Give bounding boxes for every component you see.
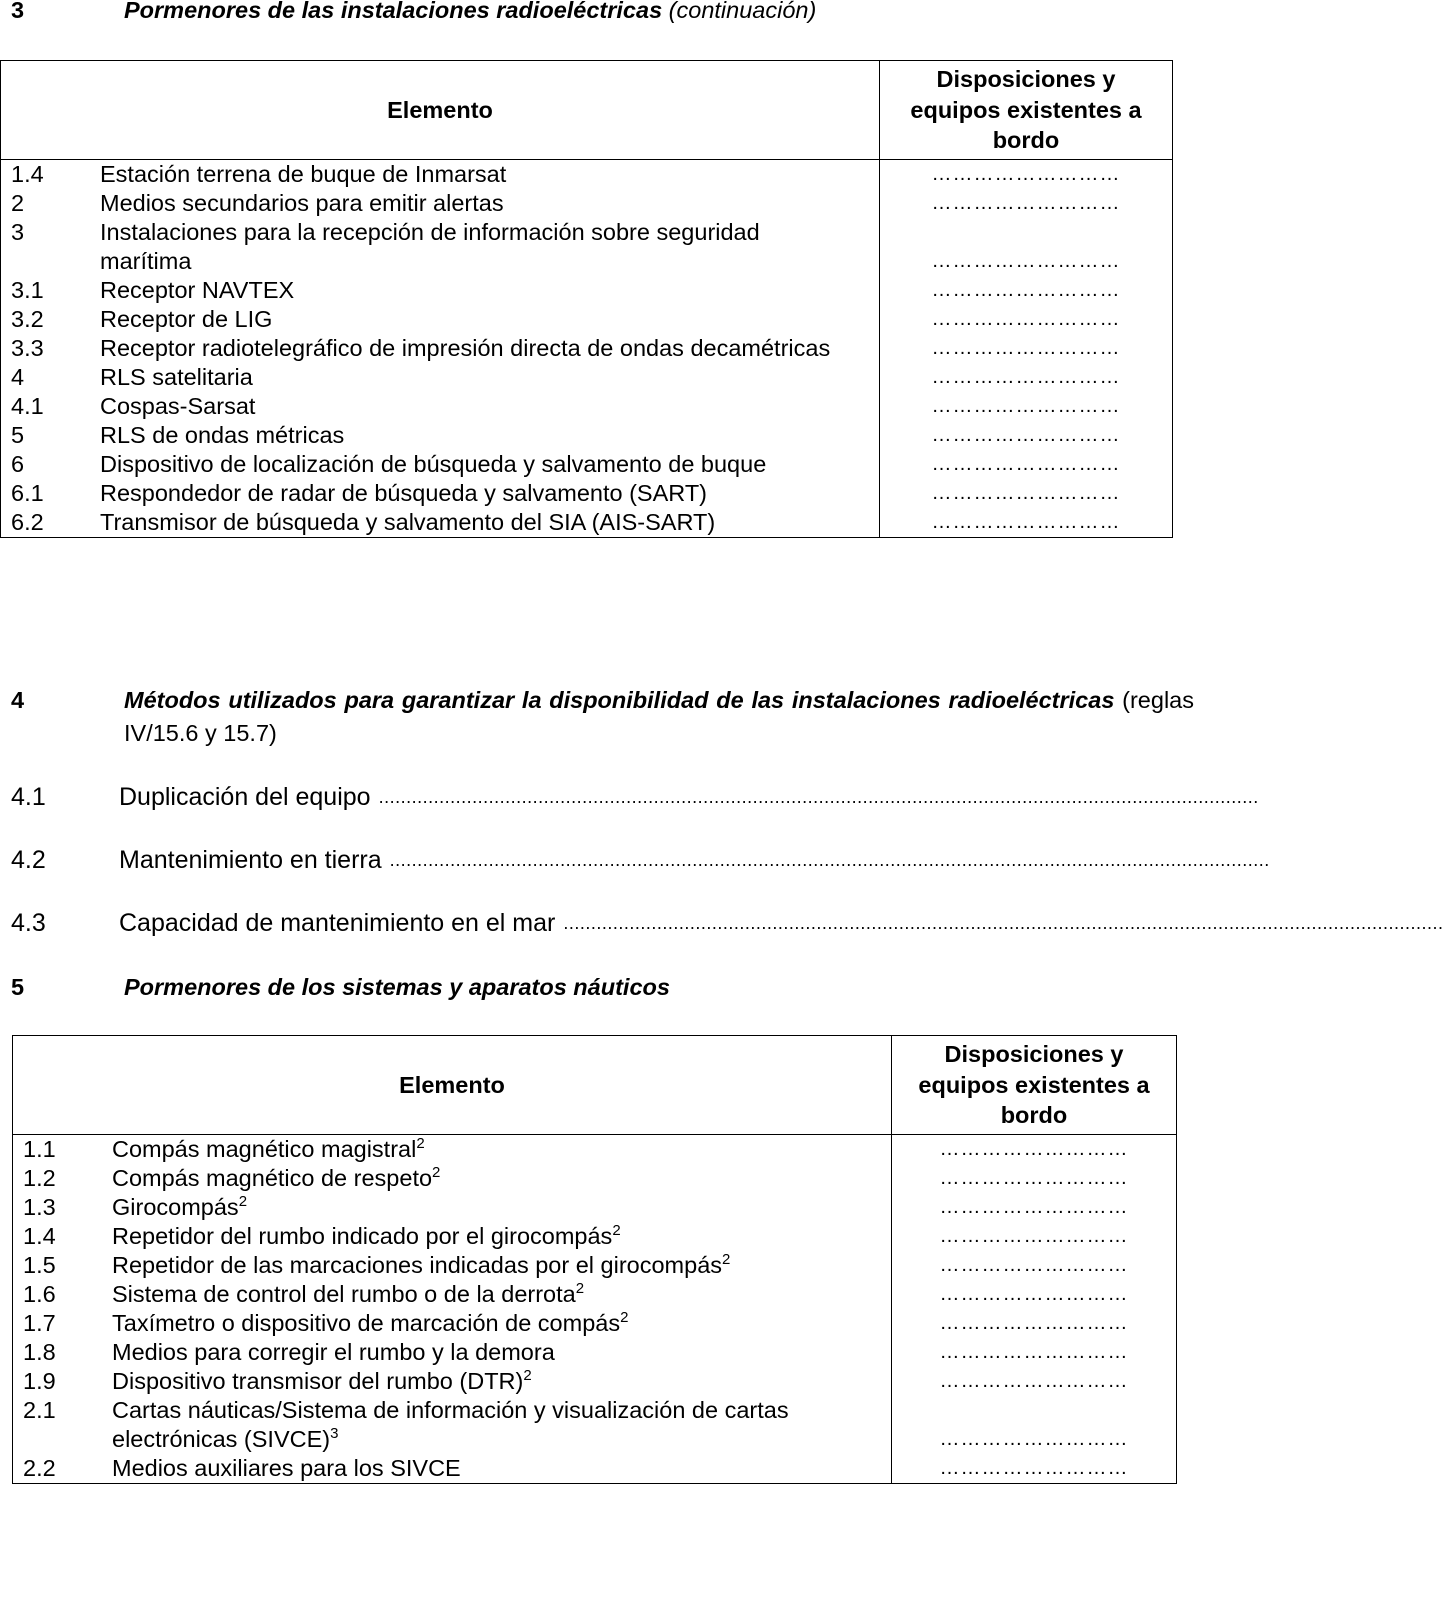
item-number: 1.1 <box>23 1136 56 1162</box>
item-number: 4.1 <box>11 783 46 811</box>
item-description: Receptor radiotelegráfico de impresión directa de ondas decamétricas <box>100 335 831 361</box>
section-title-suffix: (continuación) <box>668 0 817 23</box>
fill-line-duplication <box>11 781 1259 814</box>
element-cell <box>13 1251 892 1280</box>
item-description: Compás magnético de respeto <box>112 1165 433 1191</box>
radio-installations-table <box>0 60 1173 538</box>
item-label: Duplicación del equipo <box>119 783 371 811</box>
item-number: 1.2 <box>23 1165 56 1191</box>
item-description: Medios para corregir el rumbo y la demora <box>112 1339 555 1365</box>
item-description: Transmisor de búsqueda y salvamento del SIA (AIS-SART) <box>100 509 716 535</box>
item-description: Instalaciones para la recepción de información sobre seguridad marítima <box>100 219 760 274</box>
section-number: 4 <box>11 687 25 713</box>
section-number: 3 <box>11 0 25 23</box>
item-number: 6.1 <box>11 480 44 506</box>
fill-in-dots[interactable]: ……………………… <box>931 279 1121 301</box>
section-4-heading <box>11 684 1194 750</box>
table-row <box>1 334 1173 363</box>
element-cell <box>13 1222 892 1251</box>
fill-in-dots[interactable]: ……………………… <box>931 453 1121 475</box>
item-description: Cospas-Sarsat <box>100 393 256 419</box>
status-cell[interactable] <box>892 1222 1177 1251</box>
table-row <box>13 1193 1177 1222</box>
fill-in-dots[interactable]: ……………………… <box>939 1457 1129 1479</box>
table-row <box>13 1309 1177 1338</box>
fill-in-dots[interactable]: ……………………… <box>939 1225 1129 1247</box>
item-description: Dispositivo transmisor del rumbo (DTR) <box>112 1368 524 1394</box>
item-description: Sistema de control del rumbo o de la derrota <box>112 1281 576 1307</box>
footnote-ref: 2 <box>722 1251 731 1269</box>
item-number: 1.4 <box>11 161 44 187</box>
item-number: 1.4 <box>23 1223 56 1249</box>
element-cell <box>13 1338 892 1367</box>
status-cell[interactable] <box>880 479 1173 508</box>
fill-in-dots[interactable]: ……………………… <box>931 250 1121 272</box>
fill-in-dots[interactable]: ……………………… <box>931 366 1121 388</box>
fill-in-dots[interactable]: ……………………… <box>931 308 1121 330</box>
item-description: RLS satelitaria <box>100 364 253 390</box>
item-number: 4.3 <box>11 909 46 937</box>
item-number: 1.6 <box>23 1281 56 1307</box>
element-cell <box>1 508 880 538</box>
item-description: Receptor NAVTEX <box>100 277 295 303</box>
item-number: 1.3 <box>23 1194 56 1220</box>
footnote-ref: 2 <box>238 1193 248 1211</box>
fill-in-dots[interactable]: ................................................................................................................................................................ <box>563 913 1444 933</box>
item-number: 1.7 <box>23 1310 56 1336</box>
status-cell[interactable] <box>880 508 1173 538</box>
element-cell <box>13 1367 892 1396</box>
status-cell[interactable] <box>880 392 1173 421</box>
table-row <box>13 1338 1177 1367</box>
table-row <box>1 479 1173 508</box>
element-cell <box>13 1135 892 1165</box>
item-number: 4.2 <box>11 846 46 874</box>
footnote-ref: 2 <box>432 1164 441 1182</box>
status-cell[interactable] <box>880 276 1173 305</box>
section-number: 5 <box>11 974 25 1000</box>
item-description: Estación terrena de buque de Inmarsat <box>100 161 507 187</box>
element-cell <box>1 392 880 421</box>
element-cell <box>13 1309 892 1338</box>
element-cell <box>13 1164 892 1193</box>
status-cell[interactable] <box>880 160 1173 190</box>
navigation-systems-table <box>12 1035 1177 1484</box>
status-cell[interactable] <box>880 305 1173 334</box>
item-description: Respondedor de radar de búsqueda y salvamento (SART) <box>100 480 708 506</box>
footnote-ref: 2 <box>523 1367 532 1385</box>
status-cell[interactable] <box>892 1367 1177 1396</box>
fill-in-dots[interactable]: ……………………… <box>939 1428 1129 1450</box>
element-cell <box>1 450 880 479</box>
item-number: 3.3 <box>11 335 44 361</box>
footnote-ref: 2 <box>612 1222 621 1240</box>
item-number: 2 <box>11 190 25 216</box>
status-cell[interactable] <box>892 1454 1177 1484</box>
element-cell <box>1 276 880 305</box>
table-row <box>1 276 1173 305</box>
fill-in-dots[interactable]: ……………………… <box>931 192 1121 214</box>
element-cell <box>13 1193 892 1222</box>
table-row <box>13 1251 1177 1280</box>
table-row <box>1 508 1173 538</box>
status-cell[interactable] <box>892 1135 1177 1165</box>
table-row <box>1 189 1173 218</box>
element-cell <box>1 363 880 392</box>
fill-line-shore-maintenance <box>11 844 1270 877</box>
fill-in-dots[interactable]: ……………………… <box>931 424 1121 446</box>
status-cell[interactable] <box>892 1309 1177 1338</box>
item-number: 6.2 <box>11 509 44 535</box>
item-description: RLS de ondas métricas <box>100 422 345 448</box>
status-cell[interactable] <box>892 1280 1177 1309</box>
table-row <box>13 1454 1177 1484</box>
element-cell <box>1 479 880 508</box>
fill-in-dots[interactable]: ……………………… <box>939 1167 1129 1189</box>
footnote-ref: 2 <box>416 1135 425 1153</box>
item-label: Capacidad de mantenimiento en el mar <box>119 909 556 937</box>
item-number: 4.1 <box>11 393 44 419</box>
item-number: 5 <box>11 422 25 448</box>
footnote-ref: 2 <box>575 1280 585 1298</box>
item-number: 1.8 <box>23 1339 56 1365</box>
element-cell <box>13 1280 892 1309</box>
item-number: 2.2 <box>23 1455 56 1481</box>
column-header-status: Disposiciones y equipos existentes a bordo <box>880 61 1173 160</box>
status-cell[interactable] <box>892 1164 1177 1193</box>
section-5-heading <box>11 971 1194 1004</box>
status-cell[interactable] <box>892 1338 1177 1367</box>
section-3-heading <box>11 0 1194 27</box>
fill-in-dots[interactable]: ……………………… <box>931 395 1121 417</box>
status-cell[interactable] <box>880 334 1173 363</box>
element-cell <box>1 421 880 450</box>
item-description: Girocompás <box>112 1194 239 1220</box>
column-header-element: Elemento <box>13 1036 892 1135</box>
table-row <box>1 421 1173 450</box>
item-description: Repetidor de las marcaciones indicadas por el girocompás <box>112 1252 723 1278</box>
section-title-suffix: (reglas IV/15.6 y 15.7) <box>124 687 1194 746</box>
fill-in-dots[interactable]: ……………………… <box>939 1254 1129 1276</box>
element-cell <box>1 334 880 363</box>
table-row <box>1 363 1173 392</box>
table-row <box>13 1164 1177 1193</box>
table-row <box>1 160 1173 190</box>
element-cell <box>13 1454 892 1484</box>
fill-in-dots[interactable]: ……………………… <box>939 1312 1129 1334</box>
fill-in-dots[interactable]: ................................................................................................................................................................ <box>378 787 1259 807</box>
fill-in-dots[interactable]: ……………………… <box>939 1138 1129 1160</box>
fill-line-sea-maintenance <box>11 907 1444 940</box>
item-number: 3 <box>11 219 25 245</box>
fill-in-dots[interactable]: ……………………… <box>931 163 1121 185</box>
fill-in-dots[interactable]: ……………………… <box>939 1283 1129 1305</box>
table-row <box>1 392 1173 421</box>
table-row <box>13 1135 1177 1165</box>
table-row <box>13 1222 1177 1251</box>
table-row <box>13 1280 1177 1309</box>
element-cell <box>1 189 880 218</box>
status-cell[interactable] <box>880 189 1173 218</box>
item-number: 1.5 <box>23 1252 56 1278</box>
fill-in-dots[interactable]: ................................................................................................................................................................ <box>389 850 1270 870</box>
item-description: Taxímetro o dispositivo de marcación de compás <box>112 1310 621 1336</box>
item-description: Cartas náuticas/Sistema de información y visualización de cartas electrónicas (SIVCE) <box>112 1397 789 1452</box>
item-number: 2.1 <box>23 1397 56 1423</box>
item-description: Compás magnético magistral <box>112 1136 417 1162</box>
table-row <box>1 450 1173 479</box>
item-number: 1.9 <box>23 1368 56 1394</box>
item-number: 3.2 <box>11 306 44 332</box>
status-cell[interactable] <box>880 450 1173 479</box>
element-cell <box>1 218 880 276</box>
element-cell <box>13 1396 892 1454</box>
item-description: Receptor de LIG <box>100 306 273 332</box>
element-cell <box>1 305 880 334</box>
table-row <box>13 1367 1177 1396</box>
item-label: Mantenimiento en tierra <box>119 846 382 874</box>
fill-in-dots[interactable]: ……………………… <box>931 511 1121 533</box>
item-description: Medios auxiliares para los SIVCE <box>112 1455 461 1481</box>
fill-in-dots[interactable]: ……………………… <box>931 482 1121 504</box>
item-description: Dispositivo de localización de búsqueda y salvamento de buque <box>100 451 767 477</box>
status-cell[interactable] <box>892 1193 1177 1222</box>
section-title: Pormenores de las instalaciones radioeléctricas <box>124 0 663 23</box>
column-header-status: Disposiciones y equipos existentes a bordo <box>892 1036 1177 1135</box>
fill-in-dots[interactable]: ……………………… <box>939 1341 1129 1363</box>
status-cell[interactable] <box>880 421 1173 450</box>
status-cell[interactable] <box>880 363 1173 392</box>
status-cell[interactable] <box>892 1396 1177 1454</box>
section-title: Pormenores de los sistemas y aparatos náuticos <box>124 974 670 1000</box>
table-row <box>1 218 1173 276</box>
footnote-ref: 2 <box>620 1309 629 1327</box>
item-description: Medios secundarios para emitir alertas <box>100 190 504 216</box>
fill-in-dots[interactable]: ……………………… <box>931 337 1121 359</box>
column-header-element: Elemento <box>1 61 880 160</box>
table-row <box>13 1396 1177 1454</box>
item-description: Repetidor del rumbo indicado por el girocompás <box>112 1223 613 1249</box>
section-title: Métodos utilizados para garantizar la disponibilidad de las instalaciones radioeléctricas <box>124 687 1115 713</box>
fill-in-dots[interactable]: ……………………… <box>939 1196 1129 1218</box>
item-number: 6 <box>11 451 25 477</box>
item-number: 3.1 <box>11 277 44 303</box>
table-row <box>1 305 1173 334</box>
item-number: 4 <box>11 364 25 390</box>
fill-in-dots[interactable]: ……………………… <box>939 1370 1129 1392</box>
status-cell[interactable] <box>892 1251 1177 1280</box>
element-cell <box>1 160 880 190</box>
footnote-ref: 3 <box>330 1425 339 1443</box>
status-cell[interactable] <box>880 218 1173 276</box>
